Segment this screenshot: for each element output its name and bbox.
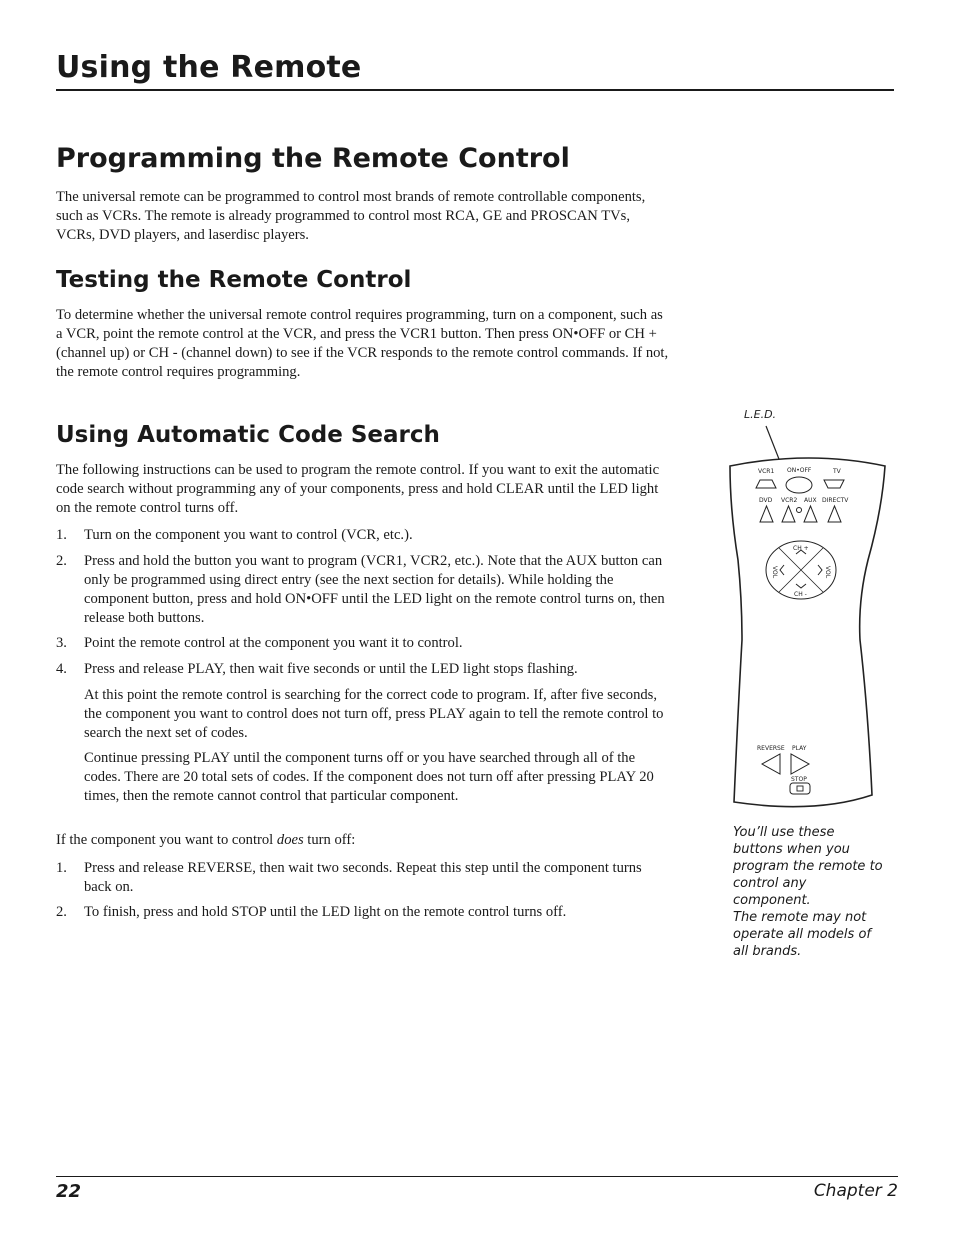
- list-item-text: To finish, press and hold STOP until the LED light on the remote control turns off.: [84, 904, 567, 920]
- remote-control-illustration: [720, 400, 900, 820]
- dvd-label: DVD: [759, 497, 773, 504]
- auto-search-section-title: Using Automatic Code Search: [56, 422, 440, 448]
- list-item-number: 4.: [56, 661, 67, 677]
- vcr2-label: VCR2: [781, 497, 798, 504]
- auto-search-intro: The following instructions can be used to program the remote control. If you want to exit the automatic code search without programming any of your components, press and hold CLEAR until the LED light on the remote control turns off.: [56, 462, 660, 516]
- list-item-number: 1.: [56, 860, 67, 876]
- header-rule: [56, 89, 894, 91]
- led-indicator: [797, 508, 802, 513]
- onoff-label: ON•OFF: [787, 467, 812, 474]
- reverse-label: REVERSE: [757, 745, 785, 752]
- list-item-text: Press and release PLAY, then wait five seconds or until the LED light stops flashing.: [84, 661, 578, 677]
- ch-plus-label: CH +: [793, 545, 809, 552]
- does-turn-off-lead: If the component you want to control does turn off:: [56, 832, 356, 848]
- list-item-number: 1.: [56, 527, 67, 543]
- list-item-number: 2.: [56, 553, 67, 569]
- step4-note-searching: At this point the remote control is searching for the correct code to program. If, after five seconds, the component you want to control does not turn off, press PLAY again to tell the remote control to search the next set of codes.: [84, 687, 664, 741]
- list-item: [56, 660, 670, 679]
- remote-body: [730, 458, 885, 807]
- main-intro-paragraph: The universal remote can be programmed to control most brands of remote controllable components, such as VCRs. The remote is already programmed to control most RCA, GE and PROSCAN TVs, VCRs, DVD players, and laserdisc players.: [56, 189, 646, 243]
- list-item-number: 3.: [56, 635, 67, 651]
- running-header-title: Using the Remote: [56, 50, 362, 85]
- list-item-text: Turn on the component you want to control (VCR, etc.).: [84, 527, 413, 543]
- onoff-button: [786, 477, 812, 493]
- list-item: [56, 903, 670, 922]
- list-item: [56, 859, 670, 897]
- chapter-label: Chapter 2: [813, 1181, 898, 1201]
- main-section-title: Programming the Remote Control: [56, 143, 570, 174]
- play-label: PLAY: [792, 745, 807, 752]
- testing-paragraph: To determine whether the universal remote control requires programming, turn on a component, such as a VCR, point the remote control at the VCR, and press the VCR1 button. Then press ON•OFF or CH + (channel up) or CH - (channel down) to see if the VCR responds to the remote control commands. If not, the remote control requires programming.: [56, 307, 669, 380]
- stop-button: [790, 783, 810, 794]
- list-item-number: 2.: [56, 904, 67, 920]
- vol-left-label: VOL: [771, 566, 778, 579]
- stop-label: STOP: [791, 776, 807, 783]
- tv-button: [824, 480, 844, 488]
- vol-right-label: VOL: [824, 566, 831, 579]
- list-item: [56, 552, 670, 628]
- does-emphasis: does: [276, 832, 304, 848]
- list-item: [56, 634, 670, 653]
- tv-label: TV: [833, 468, 841, 475]
- list-item-text: Press and hold the button you want to program (VCR1, VCR2, etc.). Note that the AUX button can only be programmed using direct entry (see the next section for details). While holding the component button, press and hold ON•OFF until the LED light on the remote control turns on, then release both buttons.: [84, 553, 665, 626]
- step4-note-continue: Continue pressing PLAY until the component turns off or you have searched through all of the codes. There are 20 total sets of codes. If the component does not turn off after pressing PLAY 20 times, then the remote cannot control that particular component.: [84, 750, 654, 804]
- list-item-text: Press and release REVERSE, then wait two seconds. Repeat this step until the component turns back on.: [84, 860, 642, 895]
- list-item: [56, 526, 670, 545]
- caption-line-buttons: You’ll use these buttons when you program the remote to control any component.: [733, 825, 883, 908]
- directv-label: DIRECTV: [822, 497, 849, 504]
- caption-line-brands: The remote may not operate all models of all brands.: [733, 910, 871, 959]
- aux-label: AUX: [804, 497, 817, 504]
- page-number: 22: [56, 1181, 82, 1202]
- remote-caption: [733, 824, 883, 960]
- ch-minus-label: CH -: [794, 591, 807, 598]
- vcr1-label: VCR1: [758, 468, 775, 475]
- list-item-text: Point the remote control at the component you want it to control.: [84, 635, 463, 651]
- footer-rule: [56, 1176, 898, 1177]
- testing-section-title: Testing the Remote Control: [56, 267, 412, 293]
- vcr1-button: [756, 480, 776, 488]
- led-label: L.E.D.: [744, 408, 777, 421]
